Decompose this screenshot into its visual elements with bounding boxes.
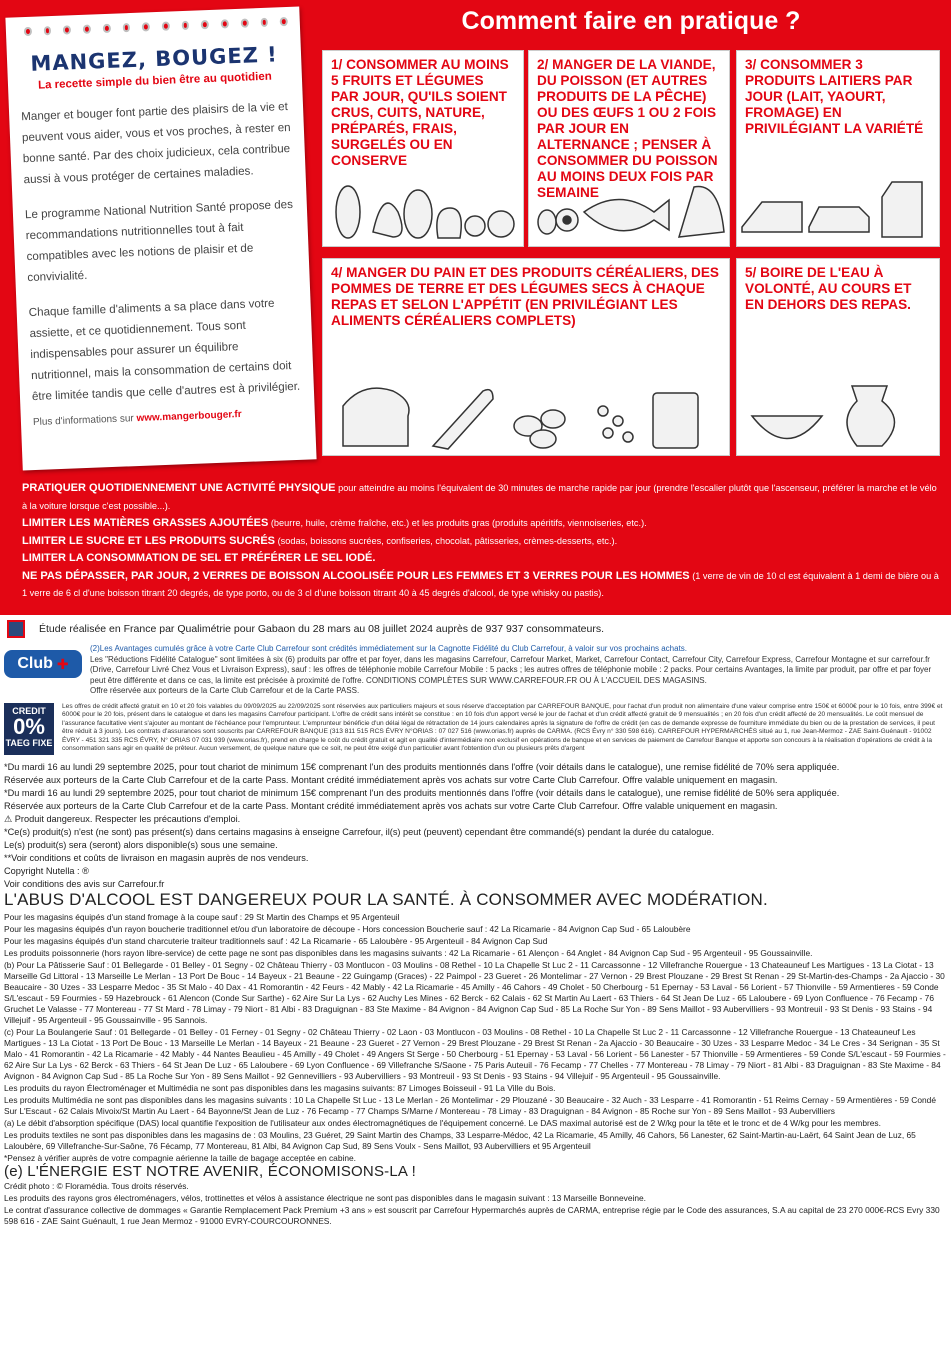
- legal-section: [0, 620, 951, 1228]
- legal-lines: *Du mardi 16 au lundi 29 septembre 2025, pour tout chariot de minimum 15€ comprenant l'un des produits mentionnés dans l'offre (voir détails dans le catalogue), une remise fidélité de 70% sera appliquée. Réservée aux porteurs de la Carte Club Carrefour et de la carte Pass. Montant crédité immédiatement après vos achats sur votre Carte Club Carrefour. Offre valable uniquement en magasin. *Du mardi 16 au lundi 29 septembre 2025, pour tout chariot de minimum 15€ comprenant l'un des produits mentionnés dans l'offre (voir détails dans le catalogue), une remise fidélité de 50% sera appliquée. Réservée aux porteurs de la Carte Club Carrefour et de la carte Pass. Montant crédité immédiatement après vos achats sur votre Carte Club Carrefour. Offre valable uniquement en magasin. ⚠ Produit dangereux. Respecter les précautions d'emploi. *Ce(s) produit(s) n'est (ne sont) pas présent(s) dans certains magasins à enseigne Carrefour, il(s) peut (peuvent) cependant être commandé(s) pendant la durée du catalogue. Le(s) produit(s) sera (seront) alors disponible(s) sous une semaine. **Voir conditions et coûts de livraison en magasin auprès de nos vendeurs. Copyright Nutella : ® Voir conditions des avis sur Carrefour.fr: [4, 761, 840, 889]
- study-logo-icon: [7, 620, 25, 638]
- note-card: [5, 7, 316, 471]
- mangerbouger-link[interactable]: www.mangerbouger.fr: [136, 409, 242, 425]
- alcohol-warning: L'ABUS D'ALCOOL EST DANGEREUX POUR LA SANTÉ. À CONSOMMER AVEC MODÉRATION.: [4, 889, 768, 909]
- advice-box-3: 3/ CONSOMMER 3 PRODUITS LAITIERS PAR JOUR (LAIT, YAOURT, FROMAGE) EN PRIVILÉGIANT LA VARIÉTÉ: [736, 50, 940, 247]
- note-more: Plus d'informations sur www.mangerbouger.fr: [32, 409, 242, 429]
- study-line: Étude réalisée en France par Qualimétrie pour Gabaon du 28 mars au 08 juillet 2024 auprès de 937 937 consommateurs.: [4, 620, 947, 638]
- credit-text: Les offres de crédit affecté gratuit en 10 et 20 fois valables du 09/09/2025 au 22/09/2025 sont réservées aux particuliers majeurs et sous réserve d'acceptation par CARREFOUR BANQUE, pour l'achat d'un produit non alimentaire d'une valeur comprise entre 150€ et 6000€ pour le 10 fois, entre 399€ et 6000€ pour le 20 fois, présent dans le catalogue et dans les magasins Carrefour participant. L'offre de crédit sans intérêt se constitue : en 10 fois d'un apport versé le jour de l'achat et d'un crédit affecté gratuit de 9 mensualités ; en 20 fois d'un crédit affecté de 20 mensualités. Le coût mensuel de l'assurance facultative vient s'ajouter au montant de l'échéance pour l'emprunteur. L'emprunteur bénéficie d'un délai légal de rétractation de 14 jours calendaires après la signature de l'offre de crédit (en cas de demande expresse de fourniture immédiate du bien ou de la prestation de services, il peut être réduit à 3 jours). Les contrats d'assurances sont souscrits par CARREFOUR BANQUE (313 811 515 RCS ÉVRY N°ORIAS : 07 027 516 (www.orias.fr) auprès de CARMA. (RCS Évry n° 330 598 616). CARREFOUR HYPERMARCHÉS situé au 1, rue Jean-Mermoz - ZAE Saint-Guénault - 91002 ÉVRY - 451 321 335 RCS ÉVRY, N° ORIAS 07 031 939 (www.orias.fr), prend en charge le coût du crédit gratuit et agit en qualité d'intermédiaire non exclusif en opérations de banque et en services de paiement de Carrefour Banque et apporte son concours à la réalisation d'opérations de crédit à la consommation sans agir en qualité de prêteur. Aucun versement, de quelque nature que ce soit, ne peut être exigé d'un particulier avant l'obtention d'un ou plusieurs prêts d'argent: [62, 702, 943, 753]
- advice-line: LIMITER LA CONSOMMATION DE SEL ET PRÉFÉRER LE SEL IODÉ.: [22, 552, 376, 564]
- advice-line: LIMITER LES MATIÈRES GRASSES AJOUTÉES (beurre, huile, crème fraîche, etc.) et les produits gras (produits apéritifs, viennoiseries, etc.).: [22, 517, 647, 529]
- advice-box-1: 1/ CONSOMMER AU MOINS 5 FRUITS ET LÉGUMES PAR JOUR, QU'ILS SOIENT CRUS, CUITS, NATURE, PRÉPARÉS, FRAIS, SURGELÉS OU EN CONSERVE: [322, 50, 524, 247]
- protein-icon: [529, 172, 729, 242]
- advice-list: [22, 480, 942, 603]
- advice-line: PRATIQUER QUOTIDIENNEMENT UNE ACTIVITÉ PHYSIQUE pour atteindre au moins l'équivalent de 30 minutes de marche rapide par jour (prendre l'escalier plutôt que l'ascenseur, préférer la marche et le vélo à la voiture lorsque c'est possible...).: [22, 482, 937, 511]
- club-block: [4, 644, 947, 697]
- energy-notice: (e) L'ÉNERGIE EST NOTRE AVENIR, ÉCONOMISONS-LA !: [4, 1162, 416, 1180]
- advice-box-5: 5/ BOIRE DE L'EAU À VOLONTÉ, AU COURS ET EN DEHORS DES REPAS.: [736, 258, 940, 456]
- cereals-icon: [323, 371, 723, 451]
- club-carrefour-logo: Club ✚: [4, 650, 82, 678]
- footer-lines: Crédit photo : © Floramédia. Tous droits réservés. Les produits des rayons gros électroménagers, vélos, trottinettes et vélos à assistance électrique ne sont pas disponibles dans le magasin suivant : 13 Marseille Bonneveine. Le contrat d'assurance collective de dommages « Garantie Remplacement Pack Premium +3 ans » est souscrit par Carrefour Hypermarchés auprès de CARMA, entreprise régie par le Code des assurances, S.A au capital de 23 270 000€-RCS Evry 330 598 616 - ZAE Saint Guénault, 1 rue Jean Mermoz - 91000 EVRY-COURCOURONNES.: [4, 1180, 940, 1226]
- credit-zero-badge: CREDIT 0% TAEG FIXE: [4, 703, 54, 755]
- note-paragraph: Le programme National Nutrition Santé propose des recommandations nutritionnelles tout à fait compatibles avec les notions de plaisir et de convivialité.: [24, 197, 294, 285]
- note-subtitle: La recette simple du bien être au quotidien: [37, 70, 273, 92]
- club-text-1: (2)Les Avantages cumulés grâce à votre Carte Club Carrefour sont crédités immédiatement sur la Cagnotte Fidélité du Club Carrefour, à valoir sur vos prochains achats.: [90, 644, 688, 653]
- note-title: MANGEZ, BOUGEZ !: [30, 42, 279, 76]
- vegetables-icon: [323, 172, 523, 242]
- club-text-3: Offre réservée aux porteurs de la Carte Club Carrefour et de la Carte PASS.: [90, 686, 360, 695]
- note-paragraph: Manger et bouger font partie des plaisirs de la vie et peuvent vous aider, vous et vos proches, à rester en bonne santé. Par des choix judicieux, cela contribue aussi à vous protéger de certaines maladies.: [20, 100, 291, 187]
- spiral-rings: [17, 7, 288, 36]
- advice-line: NE PAS DÉPASSER, PAR JOUR, 2 VERRES DE BOISSON ALCOOLISÉE POUR LES FEMMES ET 3 VERRES POUR LES HOMMES (1 verre de vin de 10 cl est équivalent à 1 demi de bière ou à 1 verre de 6 cl d'une boisson titrant 20 degrés, de type porto, ou de 3 cl d'une boisson titrant 40 à 45 degrés d'alcool, de type whisky ou pastis).: [22, 569, 939, 598]
- store-lines: Pour les magasins équipés d'un stand fromage à la coupe sauf : 29 St Martin des Champs et 95 Argenteuil Pour les magasins équipés d'un rayon boucherie traditionnel et/ou d'un laboratoire de découpe - Hors concession Boucherie sauf : 42 La Ricamarie - 84 Avignon Cap Sud - 65 Laloubère Pour les magasins équipés d'un stand charcuterie traiteur traditionnels sauf : 42 La Ricamarie - 65 Laloubère - 95 Argenteuil - 84 Avignon Cap Sud Les produits poissonnerie (hors rayon libre-service) de cette page ne sont pas disponibles dans les magasins suivants : 42 La Ricamarie - 61 Alençon - 64 Anglet - 84 Avignon Cap Sud - 95 Argenteuil - 95 Goussainville. (b) Pour La Pâtisserie Sauf : 01 Bellegarde - 01 Belley - 01 Segny - 02 Château Thierry - 03 Montlucon - 03 Moulins - 08 Rethel - 10 La Chapelle St Luc 2 - 11 Carcassonne - 12 Villefranche Rouergue - 13 Chateauneuf Les Martigues - 13 La Ciotat - 13 Marseille Gd Littoral - 13 Marseille Le Merlan - 13 Port De Bouc - 14 Bayeux - 21 Beaune - 22 Guingamp (Graces) - 22 Paimpol - 23 Gueret - 26 Montelimar - 27 Vernon - 29 Brest Plouzane - 29 Brest St Renan - 29 St-Martin-des-Champs - 2a Ajaccio - 30 Beaucaire - 30 Uzes - 33 Lesparre Medoc - 35 St Malo - 40 Dax - 41 Romorantin - 42 Feurs - 42 Mably - 42 La Ricamarie - 45 Amilly - 46 Cahors - 49 Cholet - 50 Cherbourg - 51 Epernay - 53 Laval - 56 Lorient - 57 Thionville - 59 Armentieres - 59 Conde S/L'escaut - 59 Fourmies - 59 Hazebrouck - 61 Alencon (Conde Sur Sarthe) - 62 Aire Sur La Lys - 62 Auchy Les Mines - 62 Berck - 62 Calais - 62 St Martin Au Laert - 63 Thiers - 64 St Jean De Luz - 65 Laloubere - 69 Lyon Confluence - 76 Fecamp - 76 Gruchet Le Valasse - 77 Montereau - 77 St Mard - 78 Limay - 79 Niort - 81 Albi - 83 Draguignan - 83 Ste Maxime - 84 Avignon - 84 Avignon Cap Sud - 85 La Roche Sur Yon - 89 Sens Maillot - 93 Aubervilliers - 93 Montreuil - 93 St Denis - 93 Stains - 94 Villejuif - 95 Argenteuil - 95 Goussainville - 95 Sannois. (c) Pour La Boulangerie Sauf : 01 Bellegarde - 01 Belley - 01 Ferney - 01 Segny - 02 Château Thierry - 02 Laon - 03 Montlucon - 03 Moulins - 08 Rethel - 10 La Chapelle St Luc 2 - 11 Carcassonne - 12 Villefranche Rouergue - 13 Chateauneuf Les Martigues - 13 La Ciotat - 13 Port De Bouc - 13 Marseille Le Merlan - 14 Bayeux - 21 Beaune - 23 Gueret - 27 Vernon - 29 Brest Plouzane - 29 Brest St Renan - 2a Ajaccio - 30 Beaucaire - 30 Uzes - 33 Lesparre Medoc - 34 Le Cres - 34 Serignan - 35 St Malo - 41 Romorantin - 42 La Ricamarie - 42 Mably - 44 Nantes Beaulieu - 45 Amilly - 49 Cholet - 49 Angers St Serge - 50 Cherbourg - 51 Epernay - 53 Laval - 56 Lorient - 56 Lanester - 57 Thionville - 59 Armentieres - 59 Conde S/L'escaut - 59 Fourmies - 62 Aire Sur La Lys - 62 Berck - 63 Thiers - 64 St Jean De Luz - 65 Laloubere - 69 Lyon Confluence - 69 Villefranche S/Saone - 75 Paris Auteuil - 76 Fecamp - 77 Chelles - 77 Montereau - 78 Limay - 79 Niort - 81 Albi - 83 Draguignan - 83 Ste Maxime - 84 Avignon - 84 Avignon Cap Sud - 85 La Roche Sur Yon - 89 Sens Maillot - 92 Gennevilliers - 93 Aubervilliers - 93 Montreuil - 93 St Denis - 93 Stains - 94 Villejuif - 95 Argenteuil - 95 Goussainville. Les produits du rayon Électroménager et Multimédia ne sont pas disponibles dans les magasins suivants: 87 Limoges Boisseuil - 91 La Ville du Bois. Les produits Multimédia ne sont pas disponibles dans les magasins suivants : 10 La Chapelle St Luc - 13 Le Merlan - 26 Montelimar - 29 Plouzané - 30 Beaucaire - 32 Auch - 33 Lesparre - 41 Romorantin - 51 Reims Cernay - 59 Armentières - 59 Condé Sur L'Escaut - 62 Calais Mivoix/St Martin Au Laert - 64 Bayonne/St Jean de Luz - 76 Fecamp - 77 Champs S/Marne / Montereau - 78 Limay - 83 Draguignan - 84 Avignon - 85 Roche sur Yon - 89 Sens Maillot - 93 Aubervilliers (a) Le débit d'absorption spécifique (DAS) local quantifie l'exposition de l'utilisateur aux ondes électromagnétiques de l'équipement concerné. Le DAS maximal autorisé est de 2 W/kg pour la tête et le tronc et de 4 W/kg pour les membres. Les produits textiles ne sont pas disponibles dans les magasins de : 03 Moulins, 23 Guéret, 29 Saint Martin des Champs, 33 Lesparre-Médoc, 42 La Ricamarie, 45 Amilly, 46 Cahors, 56 Lanester, 62 Saint-Martin-au-Laërt, 64 Saint Jean de Luz, 65 Laloubère, 69 Villefranche-Sur-Saône, 76 Fécamp, 77 Montereau, 81 Albi, 84 Avignon Cap Sud, 89 Sens Voulx - Sens Maillot, 93 Aubervilliers et 95 Argenteuil *Pensez à vérifier auprès de votre compagnie aérienne la taille de bagage acceptée en cabine.: [4, 911, 946, 1163]
- advice-box-2: 2/ MANGER DE LA VIANDE, DU POISSON (ET AUTRES PRODUITS DE LA PÊCHE) OU DES ŒUFS 1 OU 2 FOIS PAR JOUR EN ALTERNANCE ; PENSER À CONSOMMER DU POISSON AU MOINS DEUX FOIS PAR SEMAINE: [528, 50, 730, 247]
- nutrition-panel: [0, 0, 951, 615]
- note-paragraph: Chaque famille d'aliments a sa place dans votre assiette, et ce quotidiennement. Tous sont indispensables pour assurer un équilibre nutritionnel, mais la consommation de certains doit être limitée tandis que celle d'autres est à privilégier.: [28, 296, 301, 404]
- advice-line: LIMITER LE SUCRE ET LES PRODUITS SUCRÉS (sodas, boissons sucrées, confiseries, chocolat, pâtisseries, crèmes-desserts, etc.).: [22, 534, 618, 547]
- water-icon: [737, 371, 937, 451]
- dairy-icon: [737, 172, 937, 242]
- advice-box-4: 4/ MANGER DU PAIN ET DES PRODUITS CÉRÉALIERS, DES POMMES DE TERRE ET DES LÉGUMES SECS À CHAQUE REPAS ET SELON L'APPÉTIT (EN PRIVILÉGIANT LES ALIMENTS CÉRÉALIERS COMPLETS): [322, 258, 730, 456]
- club-text-2: Les "Réductions Fidélité Catalogue" sont limitées à six (6) produits par offre et par foyer, dans les magasins Carrefour, Carrefour Market, Market, Carrefour Contact, Carrefour City, Carrefour Express, Carrefour Montagne et sur carrefour.fr (Drive, Carrefour Livré Chez Vous et Livraison Express), sauf : les offres de téléphonie mobile Carrefour Mobile : 5 packs ; les autres offres de téléphonie mobile : 2 packs. Pour certains Avantages, la limite par produit, par offre et par foyer peut être différente et dans ce cas, la limite est précisée à proximité de l'offre. CONDITIONS COMPLÈTES SUR WWW.CARREFOUR.FR OU À L'ACCUEIL DES MAGASINS.: [90, 654, 932, 685]
- credit-block: [4, 703, 947, 755]
- howto-title: Comment faire en pratique ?: [461, 7, 801, 35]
